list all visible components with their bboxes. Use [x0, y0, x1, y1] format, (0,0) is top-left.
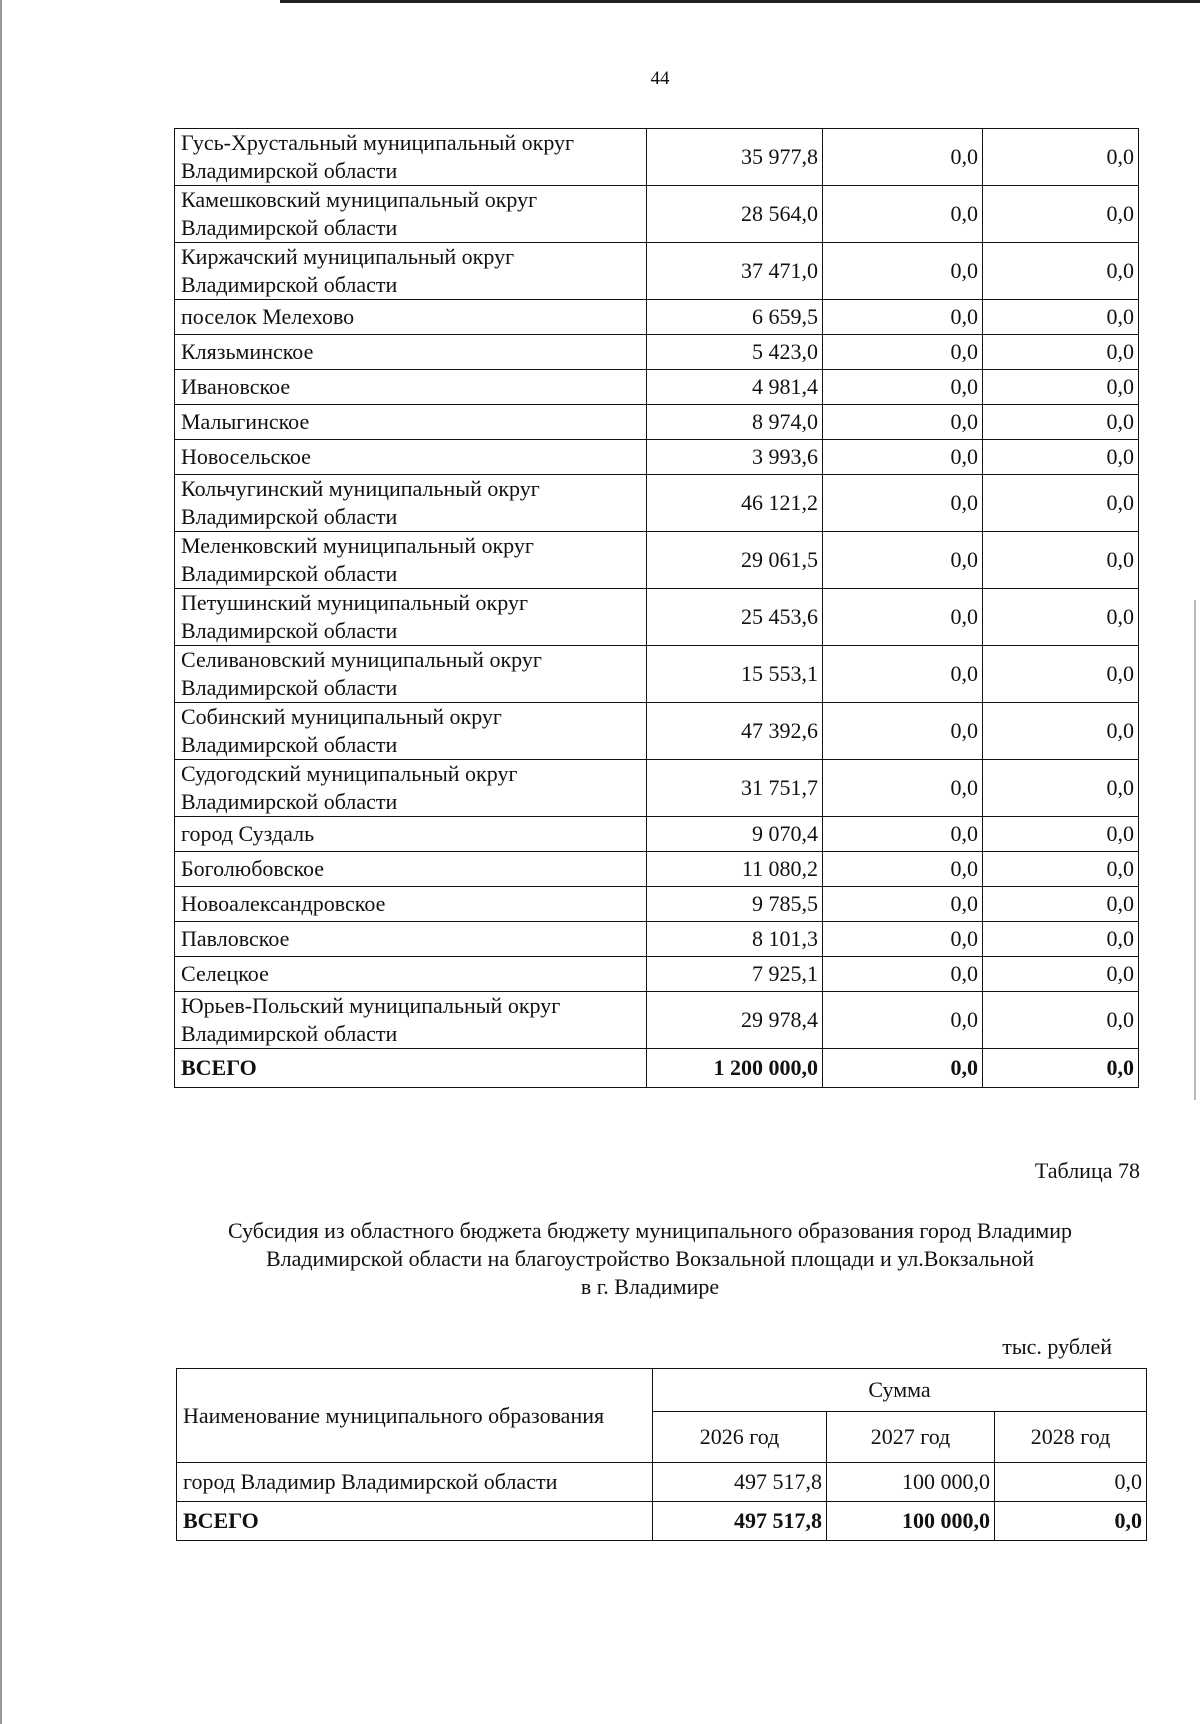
municipality-name: Ивановское: [175, 370, 647, 405]
value-2026: 1 200 000,0: [647, 1049, 823, 1088]
value-2027: 0,0: [823, 1049, 983, 1088]
table-row: [175, 300, 1139, 335]
value-2026: 29 978,4: [647, 992, 823, 1049]
municipality-name: Малыгинское: [175, 405, 647, 440]
table-row: [175, 243, 1139, 300]
value-2027: 0,0: [823, 243, 983, 300]
value-2028: 0,0: [983, 760, 1139, 817]
scan-edge-top: [280, 0, 1200, 3]
caption-line: Владимирской области на благоустройство Вокзальной площади и ул.Вокзальной: [265, 1246, 1035, 1271]
municipality-name: поселок Мелехово: [175, 300, 647, 335]
table-78-body: [177, 1369, 1147, 1541]
table-row: [175, 440, 1139, 475]
municipality-name: Селивановский муниципальный округ Владимирской области: [175, 646, 647, 703]
value-2026: 9 070,4: [647, 817, 823, 852]
value-2028: 0,0: [983, 922, 1139, 957]
municipality-name: Новосельское: [175, 440, 647, 475]
value-2027: 0,0: [823, 186, 983, 243]
table-row: [175, 760, 1139, 817]
municipality-name: Камешковский муниципальный округ Владимирской области: [175, 186, 647, 243]
value-2028: 0,0: [983, 852, 1139, 887]
value-2027: 0,0: [823, 532, 983, 589]
value-2028: 0,0: [983, 370, 1139, 405]
table-78-caption: [150, 1217, 1150, 1301]
value-2028: 0,0: [983, 703, 1139, 760]
value-2026: 3 993,6: [647, 440, 823, 475]
municipality-name: Меленковский муниципальный округ Владимирской области: [175, 532, 647, 589]
value-2028: 0,0: [983, 440, 1139, 475]
value-2026: 6 659,5: [647, 300, 823, 335]
value-2027: 0,0: [823, 817, 983, 852]
header-row: [177, 1369, 1147, 1412]
value-2026: 9 785,5: [647, 887, 823, 922]
table-row: [175, 186, 1139, 243]
table-row: [175, 957, 1139, 992]
value-2026: 29 061,5: [647, 532, 823, 589]
table-row: [175, 817, 1139, 852]
value-2026: 497 517,8: [653, 1463, 827, 1502]
scan-edge-right: [1194, 600, 1196, 1100]
value-2027: 0,0: [823, 957, 983, 992]
table-body: [175, 129, 1139, 1088]
municipality-name: город Владимир Владимирской области: [177, 1463, 653, 1502]
value-2028: 0,0: [983, 957, 1139, 992]
total-row: [177, 1502, 1147, 1541]
total-2026: 497 517,8: [653, 1502, 827, 1541]
value-2026: 8 974,0: [647, 405, 823, 440]
value-2027: 0,0: [823, 992, 983, 1049]
total-2027: 100 000,0: [827, 1502, 995, 1541]
value-2027: 0,0: [823, 703, 983, 760]
municipality-name: Гусь-Хрустальный муниципальный округ Владимирской области: [175, 129, 647, 186]
value-2028: 0,0: [983, 817, 1139, 852]
value-2028: 0,0: [983, 186, 1139, 243]
municipality-name: Боголюбовское: [175, 852, 647, 887]
value-2027: 0,0: [823, 646, 983, 703]
header-year-2027: 2027 год: [827, 1412, 995, 1463]
value-2026: 15 553,1: [647, 646, 823, 703]
header-sum: Сумма: [653, 1369, 1147, 1412]
value-2026: 46 121,2: [647, 475, 823, 532]
value-2027: 0,0: [823, 475, 983, 532]
value-2027: 0,0: [823, 300, 983, 335]
total-2028: 0,0: [995, 1502, 1147, 1541]
total-row: [175, 1049, 1139, 1088]
value-2026: 5 423,0: [647, 335, 823, 370]
municipality-name: Клязьминское: [175, 335, 647, 370]
value-2028: 0,0: [983, 1049, 1139, 1088]
table-row: [175, 129, 1139, 186]
header-year-2026: 2026 год: [653, 1412, 827, 1463]
table-78: [176, 1368, 1147, 1541]
table-row: [175, 532, 1139, 589]
value-2028: 0,0: [983, 589, 1139, 646]
page-number: 44: [650, 68, 670, 89]
value-2026: 35 977,8: [647, 129, 823, 186]
value-2026: 7 925,1: [647, 957, 823, 992]
value-2028: 0,0: [983, 129, 1139, 186]
municipality-name: Петушинский муниципальный округ Владимирской области: [175, 589, 647, 646]
municipality-name: Киржачский муниципальный округ Владимирской области: [175, 243, 647, 300]
value-2027: 0,0: [823, 852, 983, 887]
table-row: [175, 703, 1139, 760]
subsidy-distribution-table: [174, 128, 1139, 1088]
header-name-column: Наименование муниципального образования: [177, 1369, 653, 1463]
value-2028: 0,0: [983, 300, 1139, 335]
value-2027: 0,0: [823, 335, 983, 370]
value-2026: 28 564,0: [647, 186, 823, 243]
value-2028: 0,0: [983, 646, 1139, 703]
total-label: ВСЕГО: [177, 1502, 653, 1541]
value-2026: 37 471,0: [647, 243, 823, 300]
table-row: [175, 370, 1139, 405]
municipality-name: город Суздаль: [175, 817, 647, 852]
total-label: ВСЕГО: [175, 1049, 647, 1088]
table-row: [175, 475, 1139, 532]
municipality-name: Павловское: [175, 922, 647, 957]
municipality-name: Кольчугинский муниципальный округ Владимирской области: [175, 475, 647, 532]
value-2028: 0,0: [983, 992, 1139, 1049]
value-2027: 100 000,0: [827, 1463, 995, 1502]
value-2027: 0,0: [823, 405, 983, 440]
value-2028: 0,0: [983, 243, 1139, 300]
scan-edge-left: [0, 0, 2, 1724]
value-2026: 8 101,3: [647, 922, 823, 957]
value-2027: 0,0: [823, 129, 983, 186]
value-2027: 0,0: [823, 887, 983, 922]
value-2028: 0,0: [983, 532, 1139, 589]
value-2028: 0,0: [983, 475, 1139, 532]
table-row: [175, 922, 1139, 957]
value-2027: 0,0: [823, 760, 983, 817]
value-2026: 47 392,6: [647, 703, 823, 760]
value-2028: 0,0: [983, 335, 1139, 370]
table-row: [175, 992, 1139, 1049]
municipality-name: Собинский муниципальный округ Владимирской области: [175, 703, 647, 760]
units-label: тыс. рублей: [1002, 1334, 1112, 1359]
caption-line: Субсидия из областного бюджета бюджету муниципального образования город Владимир: [227, 1218, 1073, 1243]
value-2026: 25 453,6: [647, 589, 823, 646]
table-row: [175, 335, 1139, 370]
table-78-label: Таблица 78: [1034, 1158, 1140, 1183]
value-2027: 0,0: [823, 440, 983, 475]
table-row: [175, 405, 1139, 440]
table-row: [175, 852, 1139, 887]
municipality-name: Судогодский муниципальный округ Владимирской области: [175, 760, 647, 817]
caption-line: в г. Владимире: [580, 1274, 720, 1299]
value-2027: 0,0: [823, 589, 983, 646]
municipality-name: Юрьев-Польский муниципальный округ Владимирской области: [175, 992, 647, 1049]
table-row: [175, 646, 1139, 703]
value-2028: 0,0: [983, 887, 1139, 922]
value-2028: 0,0: [995, 1463, 1147, 1502]
value-2026: 4 981,4: [647, 370, 823, 405]
value-2027: 0,0: [823, 922, 983, 957]
value-2026: 11 080,2: [647, 852, 823, 887]
table-row: [177, 1463, 1147, 1502]
value-2026: 31 751,7: [647, 760, 823, 817]
value-2028: 0,0: [983, 405, 1139, 440]
value-2027: 0,0: [823, 370, 983, 405]
table-row: [175, 887, 1139, 922]
header-year-2028: 2028 год: [995, 1412, 1147, 1463]
municipality-name: Селецкое: [175, 957, 647, 992]
municipality-name: Новоалександровское: [175, 887, 647, 922]
table-row: [175, 589, 1139, 646]
